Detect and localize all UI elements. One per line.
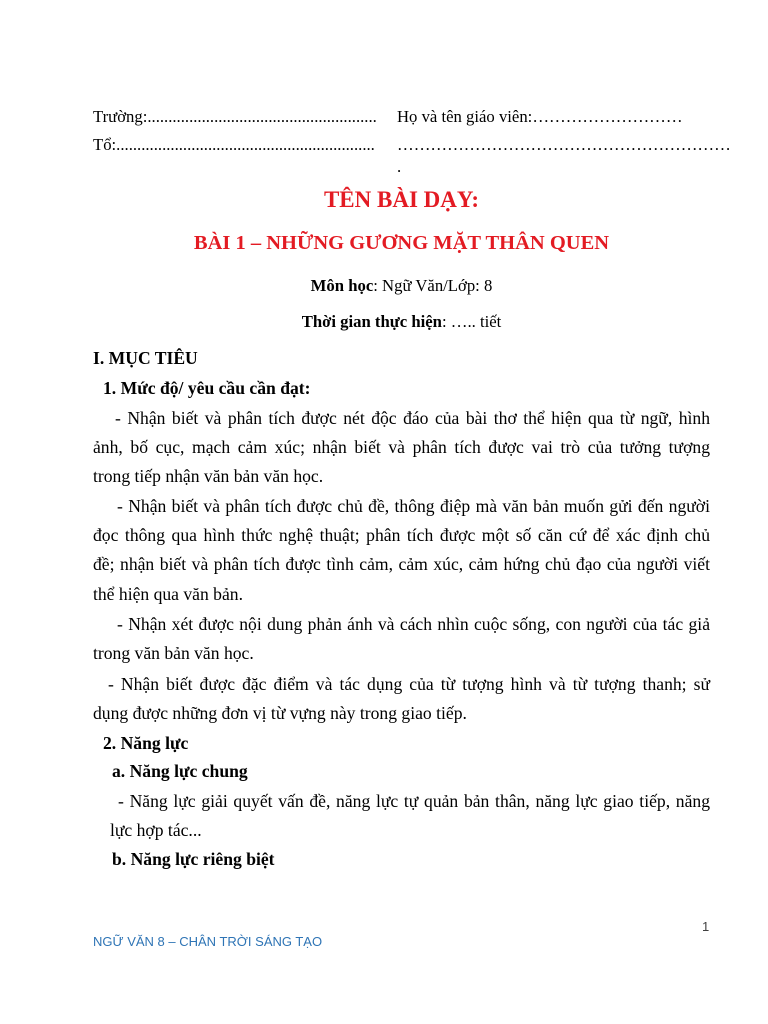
school-field: Trường:....................................................... xyxy=(93,107,377,126)
requirement-line: dụng được những đơn vị từ vựng này trong giao tiếp. xyxy=(93,703,467,723)
subsection-heading: a. Năng lực chung xyxy=(112,761,248,781)
group-field: Tổ:.............................................................. xyxy=(93,135,375,154)
duration-line xyxy=(93,308,710,336)
subject-value: : Ngữ Văn/Lớp: 8 xyxy=(373,276,493,295)
teacher-name-continuation-end: . xyxy=(397,157,402,176)
document-title: TÊN BÀI DẠY: xyxy=(323,187,480,212)
duration-value: : ….. tiết xyxy=(441,312,502,331)
requirement-line: - Nhận biết và phân tích được nét độc đáo của bài thơ thể hiện qua từ ngữ, hình xyxy=(115,408,710,428)
page-footer: NGỮ VĂN 8 – CHÂN TRỜI SÁNG TẠO xyxy=(93,934,323,949)
requirement-line: - Nhận biết và phân tích được chủ đề, thông điệp mà văn bản muốn gửi đến người xyxy=(117,496,710,516)
requirement-line: trong tiếp nhận văn bản văn học. xyxy=(93,466,324,486)
competence-line: - Năng lực giải quyết vấn đề, năng lực tự quản bản thân, năng lực giao tiếp, năng xyxy=(118,791,710,811)
requirement-line: - Nhận xét được nội dung phản ánh và cách nhìn cuộc sống, con người của tác giả xyxy=(117,614,710,634)
requirement-line: thể hiện qua văn bản. xyxy=(93,584,243,604)
subsection-heading: b. Năng lực riêng biệt xyxy=(112,849,275,869)
teacher-name-continuation: …………………………………………………… xyxy=(397,135,731,154)
subject-label: Môn học xyxy=(310,276,374,295)
requirement-line: ảnh, bố cục, mạch cảm xúc; nhận biết và phân tích được vai trò của tưởng tượng xyxy=(93,437,710,457)
requirement-line: trong văn bản văn học. xyxy=(93,643,254,663)
page-number: 1 xyxy=(702,919,710,934)
duration-label: Thời gian thực hiện xyxy=(301,312,442,331)
requirement-line: đọc thông qua hình thức nghệ thuật; phân tích được một số căn cứ để xác định chủ xyxy=(93,525,710,545)
lesson-name: BÀI 1 – NHỮNG GƯƠNG MẶT THÂN QUEN xyxy=(193,232,610,254)
competence-line: lực hợp tác... xyxy=(110,820,202,840)
subsection-heading: 2. Năng lực xyxy=(103,733,189,753)
subsection-heading: 1. Mức độ/ yêu cầu cần đạt: xyxy=(103,378,311,398)
subject-line xyxy=(93,272,710,300)
teacher-name-field: Họ và tên giáo viên:……………………… xyxy=(397,107,683,126)
requirement-line: - Nhận biết được đặc điểm và tác dụng của từ tượng hình và từ tượng thanh; sử xyxy=(108,674,710,694)
section-heading: I. MỤC TIÊU xyxy=(93,348,198,368)
requirement-line: đề; nhận biết và phân tích được tình cảm, cảm xúc, cảm hứng chủ đạo của người viết xyxy=(93,554,710,574)
